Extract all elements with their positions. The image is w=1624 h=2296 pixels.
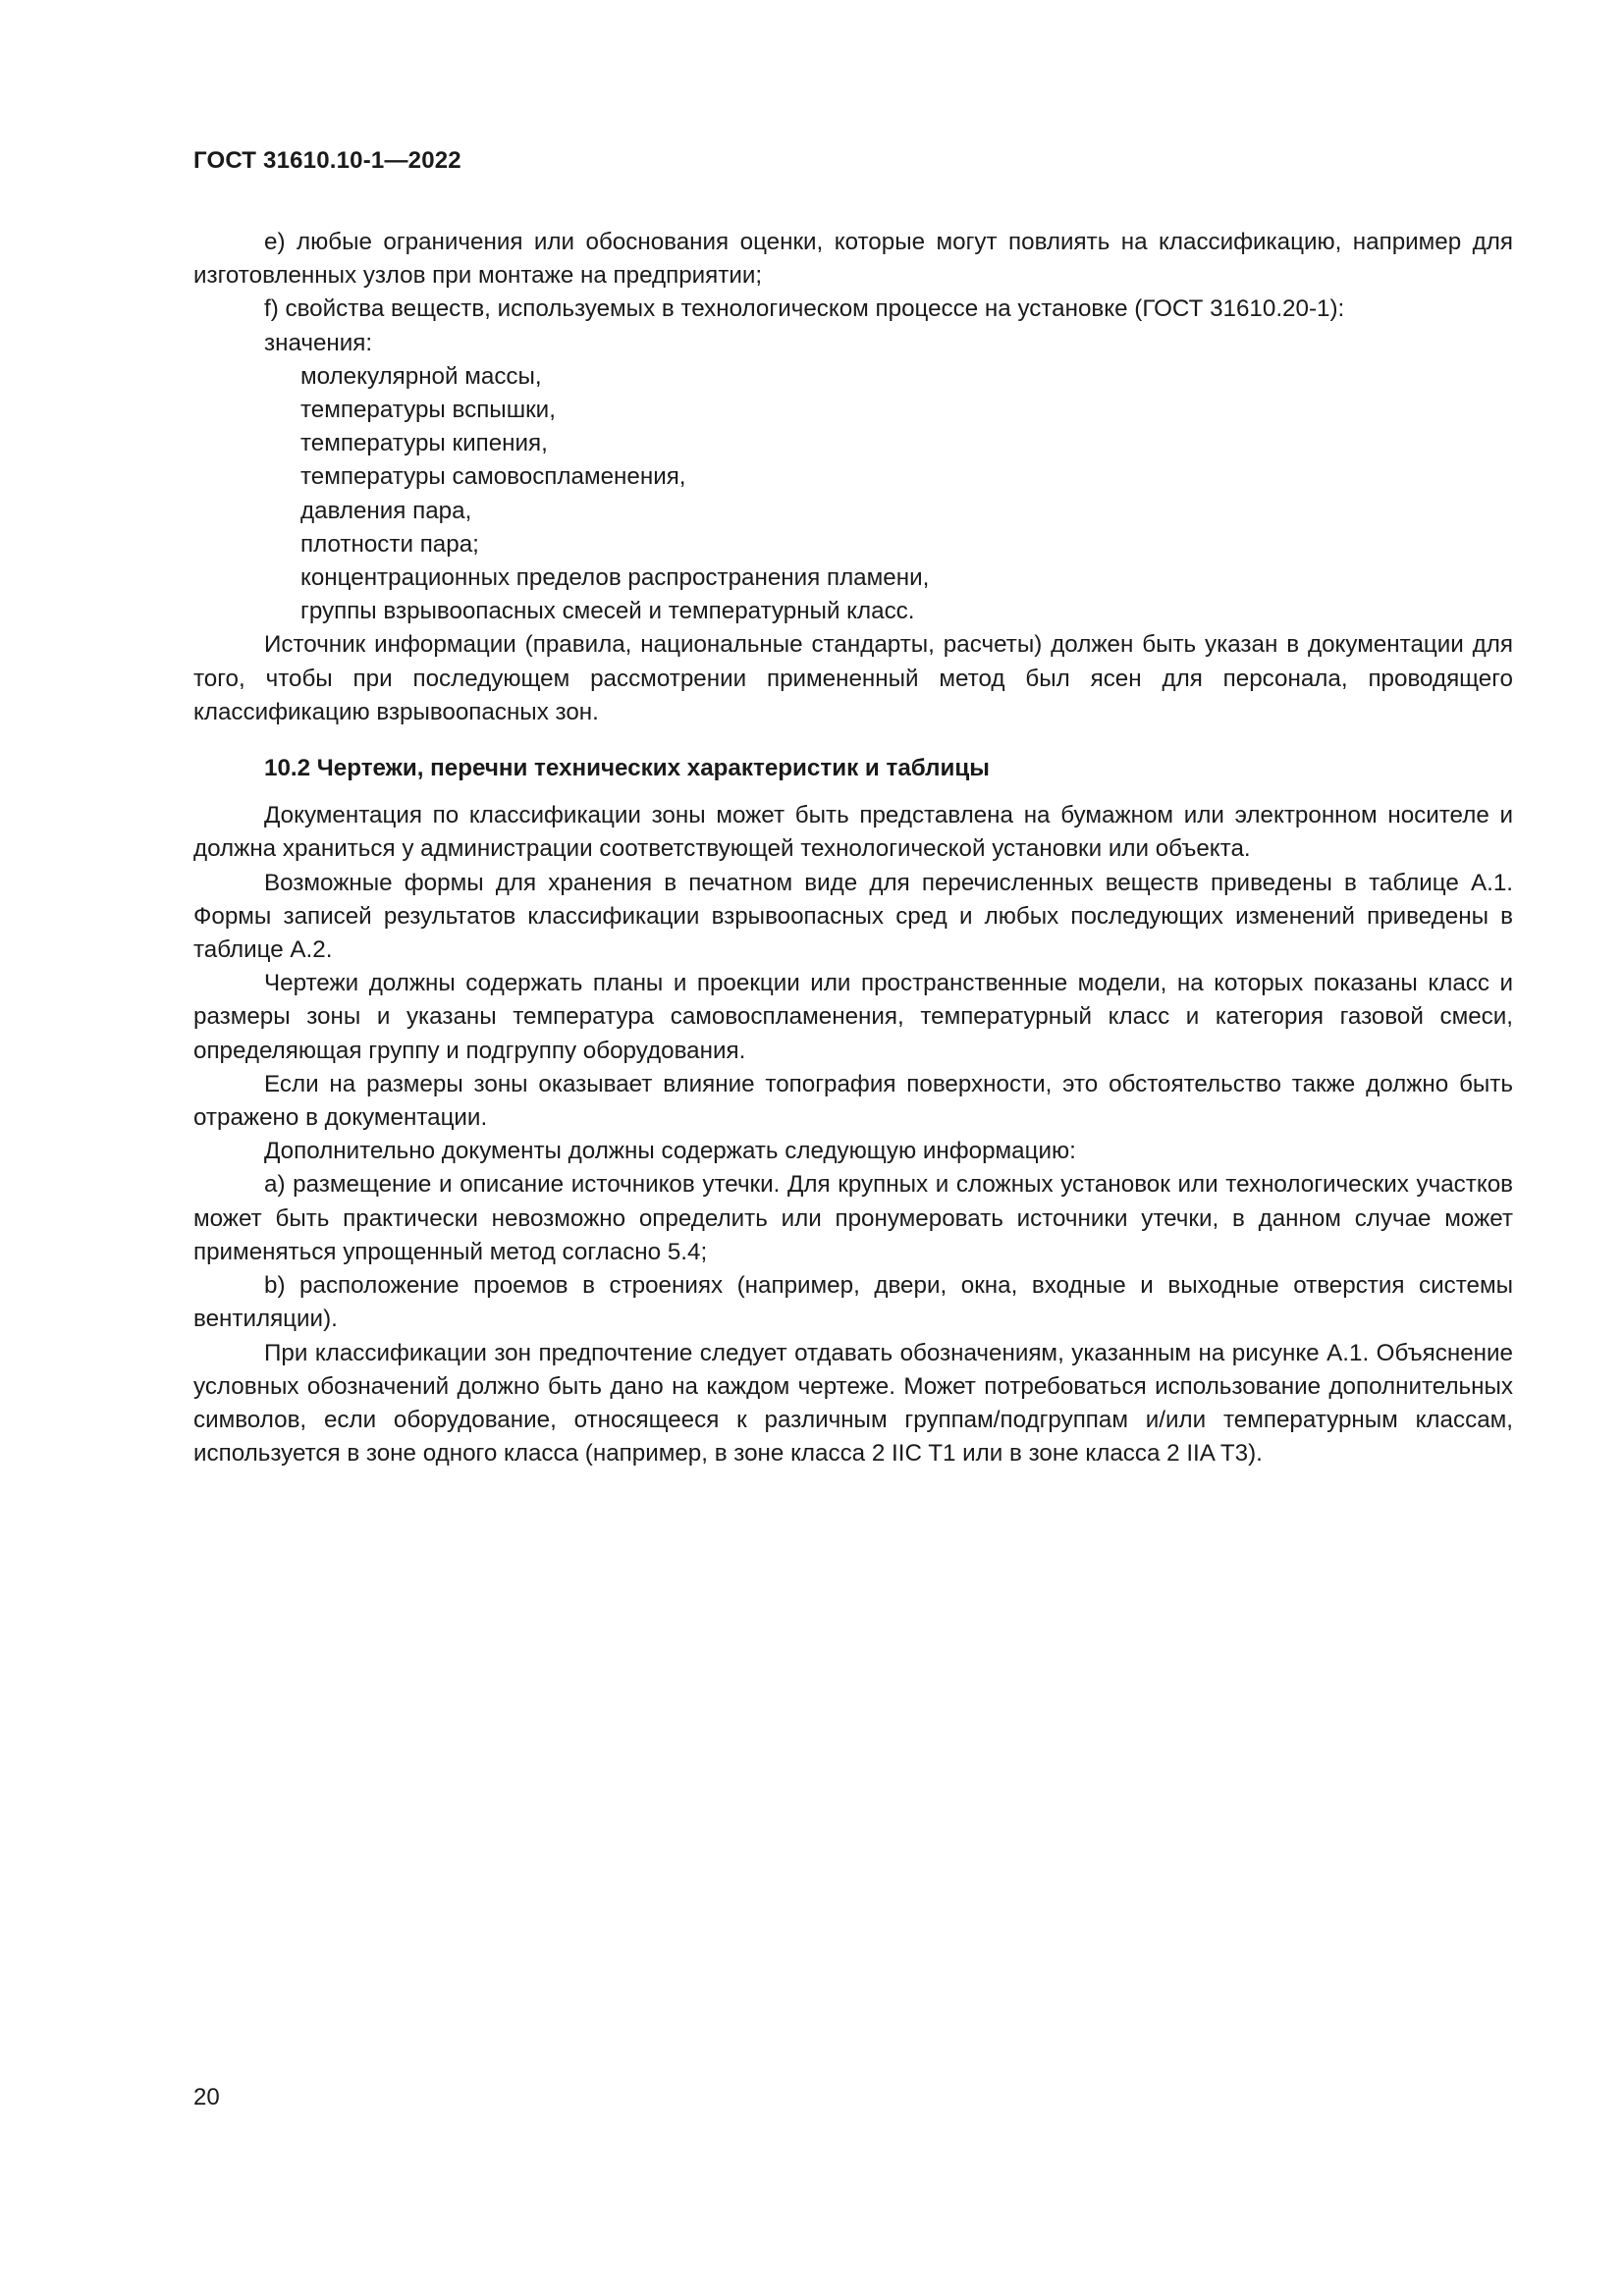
paragraph: При классификации зон предпочтение следует отдавать обозначениям, указанным на рисунке А.1. Объяснение условных обозначений должно быть дано на каждом чертеже. Может потребоваться использование дополнительных символов, если оборудование, относящееся к различным группам/подгруппам и/или температурным классам, используется в зоне одного класса (например, в зоне класса 2 IIC T1 или в зоне класса 2 IIA T3). [193, 1339, 1513, 1468]
page-number: 20 [193, 2084, 220, 2110]
paragraph: Дополнительно документы должны содержать следующую информацию: [264, 1138, 1076, 1165]
list-item-a: a) размещение и описание источников утечки. Для крупных и сложных установок или технологических участков может быть практически невозможно определить или пронумеровать источники утечки, в данном случае может применяться упрощенный метод согласно 5.4; [193, 1171, 1513, 1265]
list-item-f: f) свойства веществ, используемых в технологическом процессе на установке (ГОСТ 31610.20-1): [264, 295, 1345, 323]
value-item: давления пара, [300, 497, 472, 524]
page-body [193, 226, 1513, 1470]
paragraph: Документация по классификации зоны может быть представлена на бумажном или электронном носителе и должна храниться у администрации соответствующей технологической установки или объекта. [193, 802, 1513, 863]
value-item: группы взрывоопасных смесей и температурный класс. [300, 598, 915, 625]
source-info-paragraph: Источник информации (правила, национальные стандарты, расчеты) должен быть указан в документации для того, чтобы при последующем рассмотрении примененный метод был ясен для персонала, проводящего классификацию взрывоопасных зон. [193, 631, 1513, 725]
values-label: значения: [264, 329, 373, 356]
value-item: концентрационных пределов распространения пламени, [300, 564, 930, 592]
value-item: температуры вспышки, [300, 397, 556, 424]
value-item: молекулярной массы, [300, 362, 542, 390]
paragraph: Чертежи должны содержать планы и проекции или пространственные модели, на которых показаны класс и размеры зоны и указаны температура самовоспламенения, температурный класс и категория газовой смеси, определяющая группу и подгруппу оборудования. [193, 970, 1513, 1064]
list-item-e: e) любые ограничения или обоснования оценки, которые могут повлиять на классификацию, например для изготовленных узлов при монтаже на предприятии; [193, 229, 1513, 290]
value-item: температуры кипения, [300, 430, 548, 457]
list-item-b: b) расположение проемов в строениях (например, двери, окна, входные и выходные отверстия системы вентиляции). [193, 1272, 1513, 1333]
section-heading-10-2: 10.2 Чертежи, перечни технических характеристик и таблицы [264, 755, 990, 782]
value-item: плотности пара; [300, 530, 479, 558]
paragraph: Если на размеры зоны оказывает влияние топография поверхности, это обстоятельство также должно быть отражено в документации. [193, 1070, 1513, 1132]
paragraph: Возможные формы для хранения в печатном виде для перечисленных веществ приведены в таблице А.1. Формы записей результатов классификации взрывоопасных сред и любых последующих изменений приведены в таблице А.2. [193, 869, 1513, 964]
value-item: температуры самовоспламенения, [300, 463, 686, 491]
document-code-header: ГОСТ 31610.10-1—2022 [193, 147, 461, 174]
